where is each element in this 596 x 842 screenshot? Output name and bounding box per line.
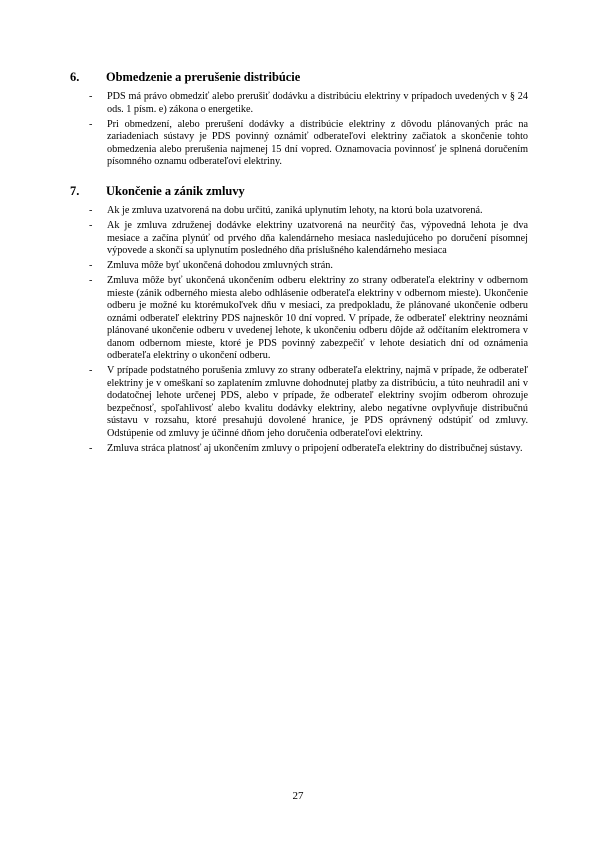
bullet-dash: -: [89, 205, 93, 216]
section-number: 6.: [70, 70, 80, 84]
bullet-dash: -: [89, 365, 93, 377]
section-title: Ukončenie a zánik zmluvy: [106, 184, 245, 198]
bullet-dash: -: [89, 442, 93, 454]
section-list: [70, 205, 528, 455]
list-item: [70, 365, 528, 440]
page-number: 27: [292, 790, 304, 802]
bullet-dash: -: [89, 118, 93, 130]
section-heading: [70, 184, 528, 199]
list-item-text: Ak je zmluva združenej dodávke elektriny uzatvorená na neurčitý čas, výpovedná lehota je dva mesiace a začína plynúť od prvého dňa kalendárneho mesiaca nasledujúceho po doručení písomnej výpovede a skončí sa uplynutím posledného dňa príslušného kalendárneho mesiaca: [107, 220, 528, 257]
list-item: [70, 220, 528, 258]
section-obmedzenie: [70, 70, 528, 171]
list-item: [70, 260, 528, 273]
list-item: [70, 91, 528, 116]
list-item-text: Pri obmedzení, alebo prerušení dodávky a distribúcie elektriny z dôvodu plánovaných prác na zariadeniach sústavy je PDS povinný oznámiť odberateľovi elektriny začiatok a skončenie tohto obmedzenia alebo prerušenia najmenej 15 dní vopred. Oznamovacia povinnosť je splnená doručením písomného oznamu odberateľovi elektriny.: [107, 118, 528, 168]
list-item-text: Zmluva stráca platnosť aj ukončením zmluvy o pripojení odberateľa elektriny do distribučnej sústavy.: [107, 442, 523, 454]
list-item-text: PDS má právo obmedziť alebo prerušiť dodávku a distribúciu elektriny v prípadoch uvedených v § 24 ods. 1 písm. e) zákona o energetike.: [107, 91, 528, 115]
list-item-text: Zmluva môže byť ukončená ukončením odberu elektriny zo strany odberateľa elektriny v odbernom mieste (zánik odberného miesta alebo odhlásenie odberateľa elektriny v odbernom mieste). Ukončenie odberu je možné ku ktorémukoľvek dňu v mesiaci, za predpokladu, že plánované ukončenie odberu oznámi odberateľ elektriny PDS najneskôr 10 dní vopred. V prípade, že odberateľ elektriny neoznámi plánované ukončenie odberu v uvedenej lehote, k ukončeniu odberu dôjde až odčítaním elektromera v danom odbernom mieste, ktoré je PDS povinný zabezpečiť v lehote desiatich dní od oznámenia odberateľa elektriny o ukončení odberu.: [107, 275, 528, 362]
list-item: [70, 205, 528, 218]
list-item: [70, 119, 528, 169]
list-item-text: Ak je zmluva uzatvorená na dobu určitú, zaniká uplynutím lehoty, na ktorú bola uzatvorená.: [107, 205, 483, 216]
bullet-dash: -: [89, 91, 93, 102]
list-item-text: Zmluva môže byť ukončená dohodou zmluvných strán.: [107, 260, 333, 272]
section-heading: [70, 70, 528, 85]
list-item: [70, 275, 528, 363]
section-list: [70, 91, 528, 169]
section-title: Obmedzenie a prerušenie distribúcie: [106, 70, 301, 84]
section-ukoncenie: [70, 184, 528, 458]
bullet-dash: -: [89, 275, 93, 287]
section-number: 7.: [70, 184, 80, 198]
bullet-dash: -: [89, 260, 93, 272]
bullet-dash: -: [89, 220, 93, 232]
list-item: [70, 443, 528, 456]
list-item-text: V prípade podstatného porušenia zmluvy zo strany odberateľa elektriny, najmä v prípade, že odberateľ elektriny je v omeškaní so zaplatením zmluvne dohodnutej platby za distribúciu, a túto neuhradil ani v dodatočnej lehote určenej PDS, alebo v prípade, že odberateľ elektriny svojím odberom ohrozuje bezpečnosť, spoľahlivosť alebo kvalitu dodávky elektriny, alebo negatívne ovplyvňuje distribučnú sústavu v rozsahu, ktoré presahujú dovolené hranice, je PDS oprávnený odstúpiť od zmluvy. Odstúpenie od zmluvy je účinné dňom jeho doručenia odberateľovi elektriny.: [107, 365, 528, 439]
